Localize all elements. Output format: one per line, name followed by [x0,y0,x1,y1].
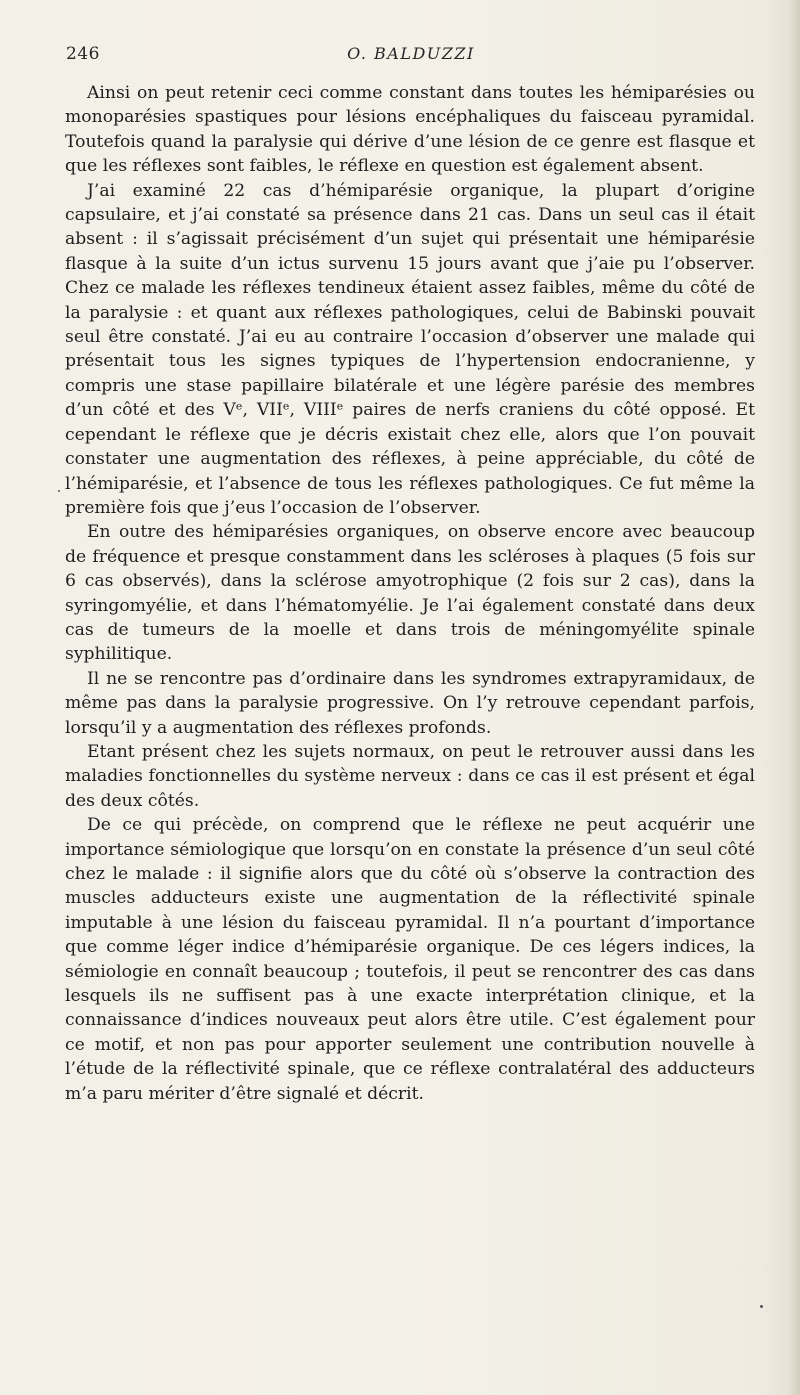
paragraph: Ainsi on peut retenir ceci comme constant dans toutes les hémiparésies ou monoparésies spastiques pour lésions encéphaliques du faisceau pyramidal. Toutefois quand la paralysie qui dérive d’une lésion de ce genre est flasque et que les réflexes sont faibles, le réflexe en question est également absent. [65,83,755,177]
page-number: 246 [66,44,100,64]
running-head: O. BALDUZZI [347,44,475,63]
paragraph: En outre des hémiparésies organiques, on observe encore avec beaucoup de fréquence et presque constamment dans les scléroses à plaques (5 fois sur 6 cas observés), dans la sclérose amyotrophique (2 fois sur 2 cas), dans la syringomyélie, et dans l’hématomyélie. Je l’ai également constaté dans deux cas de tumeurs de la moelle et dans trois de méningomyélite spinale syphilitique. [65,522,755,665]
paragraph: Il ne se rencontre pas d’ordinaire dans les syndromes extrapyramidaux, de même pas dans la paralysie progressive. On l’y retrouve cependant parfois, lorsqu’il y a augmentation des réflexes profonds. [65,668,755,738]
paragraph: Etant présent chez les sujets normaux, on peut le retrouver aussi dans les maladies fonctionnelles du système nerveux : dans ce cas il est présent et égal des deux côtés. [65,741,755,811]
page-edge-shadow [788,0,800,1395]
paragraph: J’ai examiné 22 cas d’hémiparésie organique, la plupart d’origine capsulaire, et j’ai constaté sa présence dans 21 cas. Dans un seul cas il était absent : il s’agissait précisément d’un sujet qui présentait une hémiparésie flasque à la suite d’un ictus survenu 15 jours avant que j’aie pu l’observer. Chez ce malade les réflexes tendineux étaient assez faibles, même du côté de la paralysie : et quant aux réflexes pathologiques, celui de Babinski pouvait seul être constaté. J’ai eu au contraire l’occasion d’observer une malade qui présentait tous les signes typiques de l’hypertension endocranienne, y compris une stase papillaire bilatérale et une légère parésie des membres d’un côté et des Vᵉ, VIIᵉ, VIIIᵉ paires de nerfs craniens du côté opposé. Et cependant le réflexe que je décris existait chez elle, alors que l’on pouvait constater une augmentation des réflexes, à peine appréciable, du côté de l’hémiparésie, et l’absence de tous les réflexes pathologiques. Ce fut même la première fois que j’eus l’occasion de l’observer. [65,180,755,518]
page-header [66,44,756,68]
ink-speck [58,490,60,492]
ink-speck [760,1305,763,1308]
paragraph: De ce qui précède, on comprend que le réflexe ne peut acquérir une importance sémiologique que lorsqu’on en constate la présence d’un seul côté chez le malade : il signifie alors que du côté où s’observe la contraction des muscles adducteurs existe une augmentation de la réflectivité spinale imputable à une lésion du faisceau pyramidal. Il n’a pourtant d’importance que comme léger indice d’hémiparésie organique. De ces légers indices, la sémiologie en connaît beaucoup ; toutefois, il peut se rencontrer des cas dans lesquels ils ne suffisent pas à une exacte interprétation clinique, et la connaissance d’indices nouveaux peut alors être utile. C’est également pour ce motif, et non pas pour apporter seulement une contribution nouvelle à l’étude de la réflectivité spinale, que ce réflexe contralatéral des adducteurs m’a paru mériter d’être signalé et décrit. [65,815,755,1104]
body-text [65,81,755,1106]
